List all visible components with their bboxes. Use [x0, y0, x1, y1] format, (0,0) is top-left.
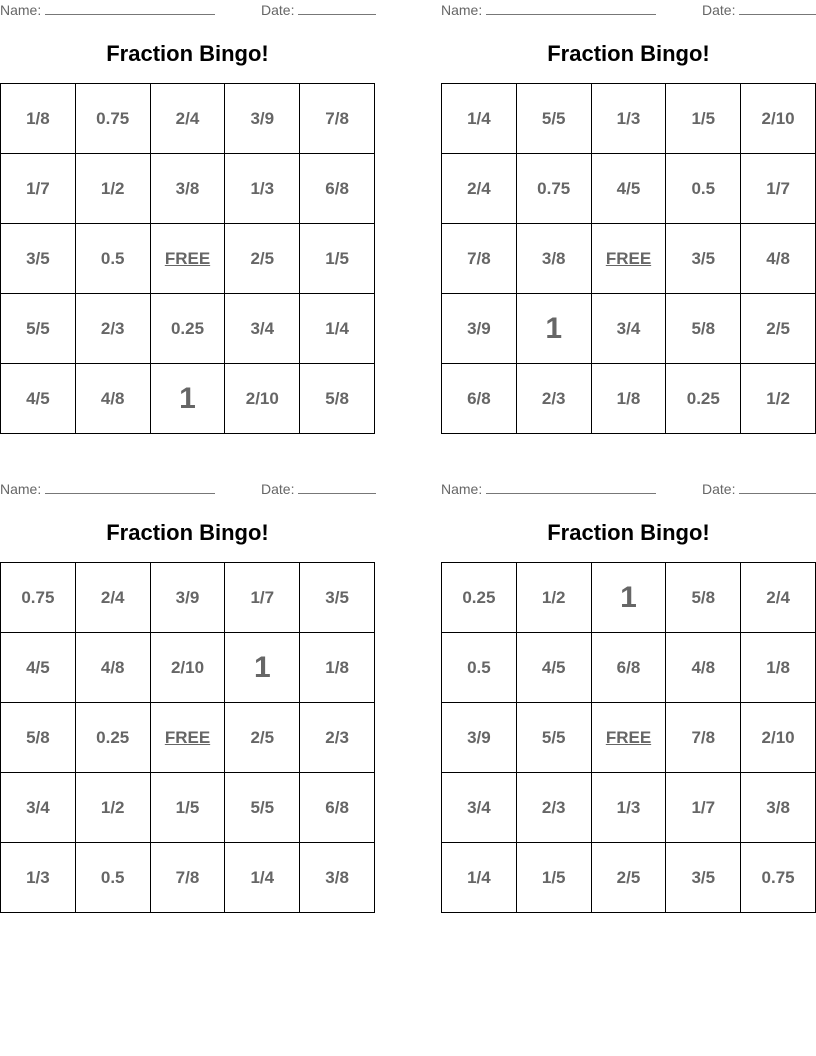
bingo-cell: 0.75: [1, 563, 76, 633]
bingo-cell: 4/8: [76, 633, 151, 703]
bingo-cell: 3/5: [300, 563, 375, 633]
bingo-grid: [0, 83, 375, 434]
bingo-cell: 6/8: [300, 154, 375, 224]
bingo-cell: 2/10: [151, 633, 226, 703]
bingo-cell: 5/8: [666, 294, 741, 364]
bingo-cell: 5/8: [300, 364, 375, 434]
bingo-cell: 4/8: [741, 224, 816, 294]
bingo-cell: 2/4: [741, 563, 816, 633]
date-field: [702, 2, 816, 18]
bingo-cell: 3/8: [517, 224, 592, 294]
bingo-cell: 4/5: [1, 633, 76, 703]
bingo-cell: 3/9: [442, 703, 517, 773]
card-header: [0, 2, 375, 20]
bingo-cell: 1/2: [517, 563, 592, 633]
bingo-cell: 3/5: [666, 224, 741, 294]
free-space-cell: FREE: [592, 703, 667, 773]
bingo-cell: 3/9: [225, 84, 300, 154]
bingo-cell: 0.5: [666, 154, 741, 224]
bingo-cell: 2/5: [225, 224, 300, 294]
bingo-cell: 7/8: [442, 224, 517, 294]
bingo-cell: 0.5: [76, 843, 151, 913]
date-blank-line: [739, 2, 816, 15]
bingo-cell: 2/10: [225, 364, 300, 434]
bingo-cell: 0.5: [442, 633, 517, 703]
bingo-cell: 2/3: [300, 703, 375, 773]
date-blank-line: [739, 481, 816, 494]
bingo-cell: 5/5: [517, 84, 592, 154]
bingo-cell: 5/5: [517, 703, 592, 773]
bingo-cell: 6/8: [592, 633, 667, 703]
card-header: [441, 2, 816, 20]
bingo-cell: 2/3: [517, 364, 592, 434]
bingo-cell: 4/5: [517, 633, 592, 703]
bingo-cell: 0.25: [151, 294, 226, 364]
bingo-cell: 4/5: [1, 364, 76, 434]
date-field: [261, 481, 376, 497]
bingo-cell: 1/3: [592, 84, 667, 154]
bingo-cell: 1/4: [225, 843, 300, 913]
bingo-cell: 1/8: [300, 633, 375, 703]
bingo-cell: 1/7: [225, 563, 300, 633]
bingo-cell: 3/8: [741, 773, 816, 843]
bingo-cell: 2/4: [151, 84, 226, 154]
bingo-cell: 4/8: [76, 364, 151, 434]
bingo-cell: 1/8: [741, 633, 816, 703]
bingo-cell: 4/5: [592, 154, 667, 224]
bingo-cell: 0.25: [666, 364, 741, 434]
name-label: Name:: [441, 481, 483, 497]
bingo-cell: 2/3: [76, 294, 151, 364]
bingo-cell: 1/3: [1, 843, 76, 913]
name-field: [441, 2, 656, 18]
bingo-cell: 5/5: [1, 294, 76, 364]
bingo-cell: 3/8: [300, 843, 375, 913]
bingo-cell: 0.75: [76, 84, 151, 154]
bingo-cell: 3/9: [442, 294, 517, 364]
free-space-cell: FREE: [151, 224, 226, 294]
name-field: [0, 2, 215, 18]
bingo-cell: 6/8: [442, 364, 517, 434]
bingo-cell: 3/4: [442, 773, 517, 843]
bingo-cell: 3/4: [1, 773, 76, 843]
bingo-cell: 5/8: [666, 563, 741, 633]
name-blank-line: [486, 481, 656, 494]
name-label: Name:: [441, 2, 483, 18]
date-label: Date:: [261, 2, 295, 18]
bingo-cell: 1/7: [666, 773, 741, 843]
bingo-cell: 3/8: [151, 154, 226, 224]
card-title: Fraction Bingo!: [547, 41, 710, 66]
bingo-cell: 1/7: [741, 154, 816, 224]
bingo-cell: 1/4: [442, 84, 517, 154]
bingo-cell: 0.25: [442, 563, 517, 633]
bingo-card-4: [441, 479, 816, 913]
bingo-cell: 1/2: [76, 773, 151, 843]
bingo-grid: [0, 562, 375, 913]
date-blank-line: [298, 481, 376, 494]
bingo-grid: [441, 83, 816, 434]
bingo-cell: 1: [151, 364, 226, 434]
card-header: [0, 481, 375, 499]
bingo-card-1: [0, 0, 375, 434]
bingo-cell: 1/5: [517, 843, 592, 913]
bingo-cell: 1/2: [741, 364, 816, 434]
bingo-cell: 1/8: [1, 84, 76, 154]
date-field: [261, 2, 376, 18]
bingo-cell: 5/8: [1, 703, 76, 773]
bingo-cell: 2/3: [517, 773, 592, 843]
bingo-cell: 1/4: [300, 294, 375, 364]
bingo-cell: 5/5: [225, 773, 300, 843]
bingo-cell: 0.5: [76, 224, 151, 294]
bingo-cell: 1: [517, 294, 592, 364]
free-space-cell: FREE: [151, 703, 226, 773]
name-field: [441, 481, 656, 497]
bingo-cell: 7/8: [666, 703, 741, 773]
date-label: Date:: [702, 2, 736, 18]
card-title: Fraction Bingo!: [547, 520, 710, 545]
free-space-cell: FREE: [592, 224, 667, 294]
bingo-card-3: [0, 479, 375, 913]
name-field: [0, 481, 215, 497]
date-label: Date:: [702, 481, 736, 497]
bingo-cell: 1/2: [76, 154, 151, 224]
name-blank-line: [486, 2, 656, 15]
name-blank-line: [45, 2, 215, 15]
bingo-card-2: [441, 0, 816, 434]
bingo-cell: 6/8: [300, 773, 375, 843]
bingo-cell: 1/8: [592, 364, 667, 434]
bingo-cell: 2/4: [76, 563, 151, 633]
bingo-cell: 0.75: [517, 154, 592, 224]
bingo-cell: 3/4: [225, 294, 300, 364]
name-label: Name:: [0, 2, 42, 18]
bingo-cell: 4/8: [666, 633, 741, 703]
bingo-cell: 1/4: [442, 843, 517, 913]
bingo-cell: 2/4: [442, 154, 517, 224]
bingo-cell: 2/5: [225, 703, 300, 773]
bingo-cell: 2/10: [741, 703, 816, 773]
bingo-cell: 0.75: [741, 843, 816, 913]
bingo-cell: 2/5: [741, 294, 816, 364]
bingo-cell: 1/5: [300, 224, 375, 294]
date-label: Date:: [261, 481, 295, 497]
bingo-cell: 1: [592, 563, 667, 633]
bingo-cell: 1/7: [1, 154, 76, 224]
card-title: Fraction Bingo!: [106, 520, 269, 545]
name-blank-line: [45, 481, 215, 494]
name-label: Name:: [0, 481, 42, 497]
bingo-cell: 0.25: [76, 703, 151, 773]
bingo-cell: 3/5: [1, 224, 76, 294]
bingo-cell: 1/5: [666, 84, 741, 154]
bingo-cell: 2/10: [741, 84, 816, 154]
bingo-cell: 1/3: [592, 773, 667, 843]
bingo-cell: 7/8: [300, 84, 375, 154]
bingo-cell: 3/5: [666, 843, 741, 913]
card-title: Fraction Bingo!: [106, 41, 269, 66]
bingo-cell: 3/9: [151, 563, 226, 633]
bingo-cell: 2/5: [592, 843, 667, 913]
date-blank-line: [298, 2, 376, 15]
bingo-cell: 3/4: [592, 294, 667, 364]
bingo-cell: 1: [225, 633, 300, 703]
bingo-grid: [441, 562, 816, 913]
bingo-cell: 1/3: [225, 154, 300, 224]
bingo-cell: 7/8: [151, 843, 226, 913]
date-field: [702, 481, 816, 497]
bingo-cell: 1/5: [151, 773, 226, 843]
card-header: [441, 481, 816, 499]
